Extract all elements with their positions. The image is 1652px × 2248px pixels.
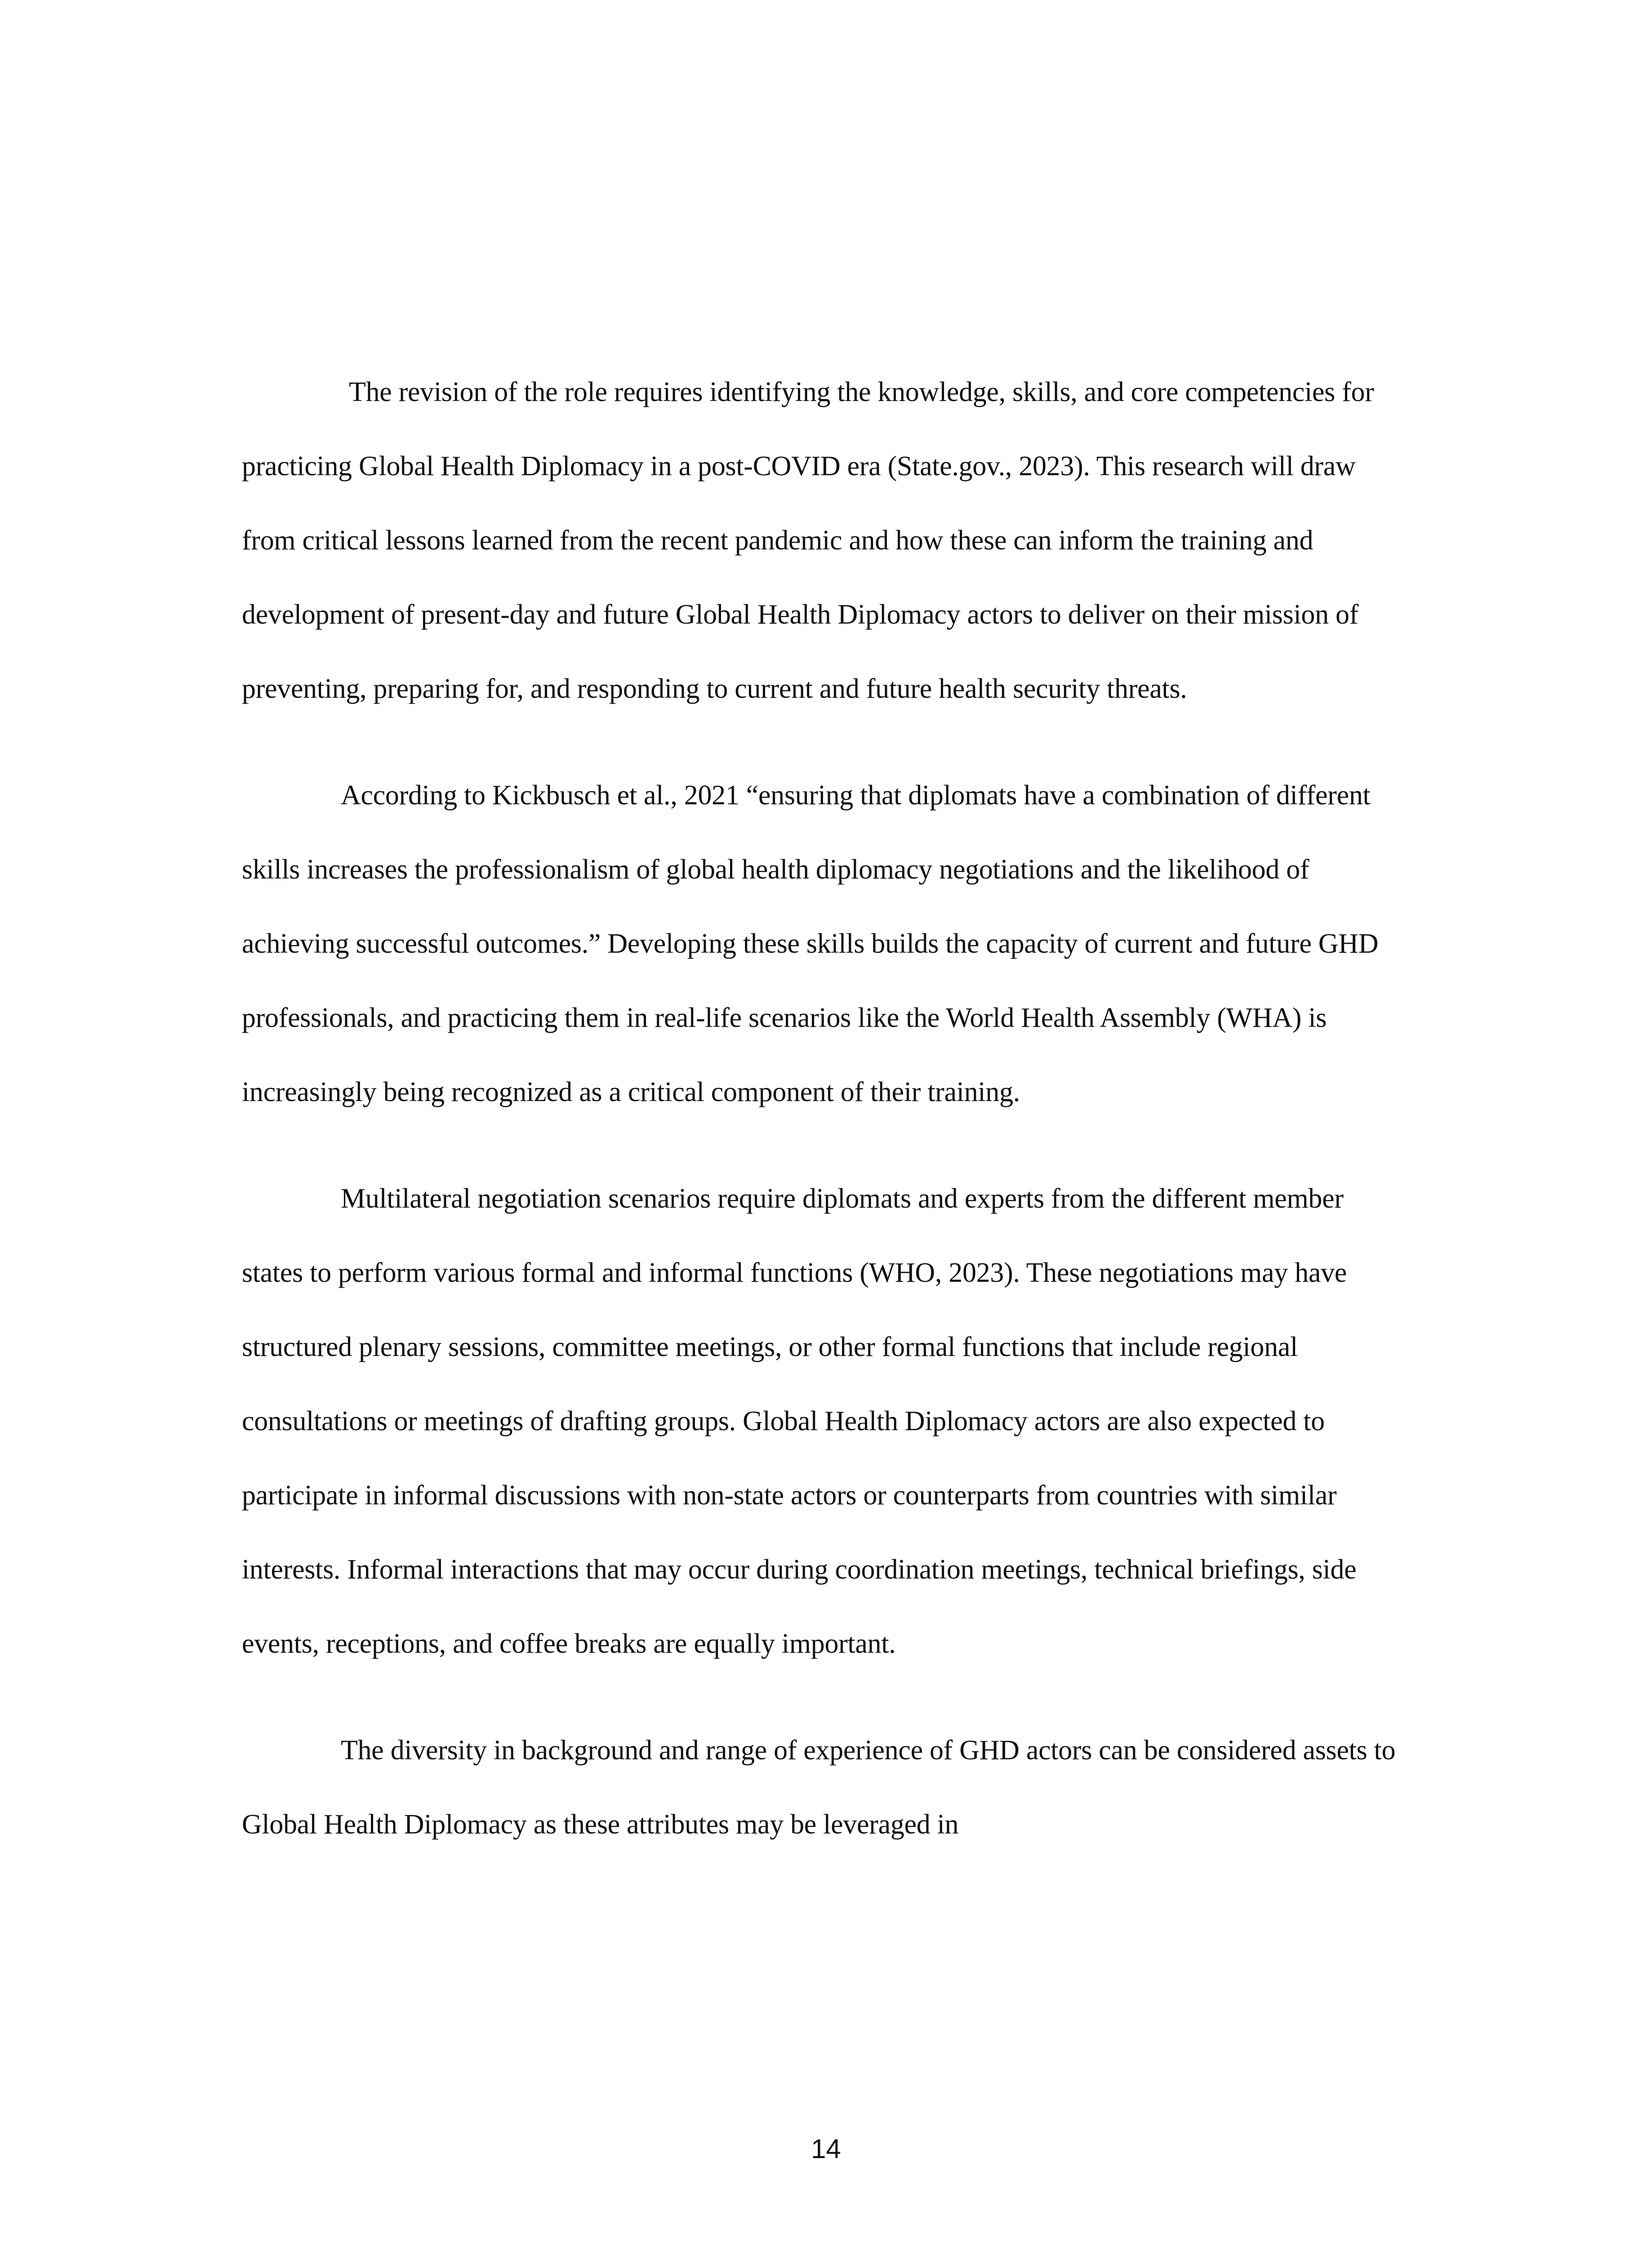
body-text [242,355,1411,1894]
page-number: 14 [811,2134,841,2164]
paragraph-diversity-background: The diversity in background and range of experience of GHD actors can be considered assets to Global Health Diplomacy as these attributes may be leveraged in [242,1735,1396,1840]
paragraph-multilateral-negotiation: Multilateral negotiation scenarios require diplomats and experts from the different member states to perform various formal and informal functions (WHO, 2023). These negotiations may have structured plenary sessions, committee meetings, or other formal functions that include regional consultations or meetings of drafting groups. Global Health Diplomacy actors are also expected to participate in informal discussions with non-state actors or counterparts from countries with similar interests. Informal interactions that may occur during coordination meetings, technical briefings, side events, receptions, and coffee breaks are equally important. [242,1183,1357,1659]
paragraph-kickbusch-skills: According to Kickbusch et al., 2021 “ensuring that diplomats have a combination of different skills increases the professionalism of global health diplomacy negotiations and the likelihood of achieving successful outcomes.” Developing these skills builds the capacity of current and future GHD professionals, and practicing them in real-life scenarios like the World Health Assembly (WHA) is increasingly being recognized as a critical component of their training. [242,780,1379,1107]
paragraph-role-revision: The revision of the role requires identifying the knowledge, skills, and core competencies for practicing Global Health Diplomacy in a post-COVID era (State.gov., 2023). This research will draw from critical lessons learned from the recent pandemic and how these can inform the training and development of present-day and future Global Health Diplomacy actors to deliver on their mission of preventing, preparing for, and responding to current and future health security threats. [242,377,1374,704]
